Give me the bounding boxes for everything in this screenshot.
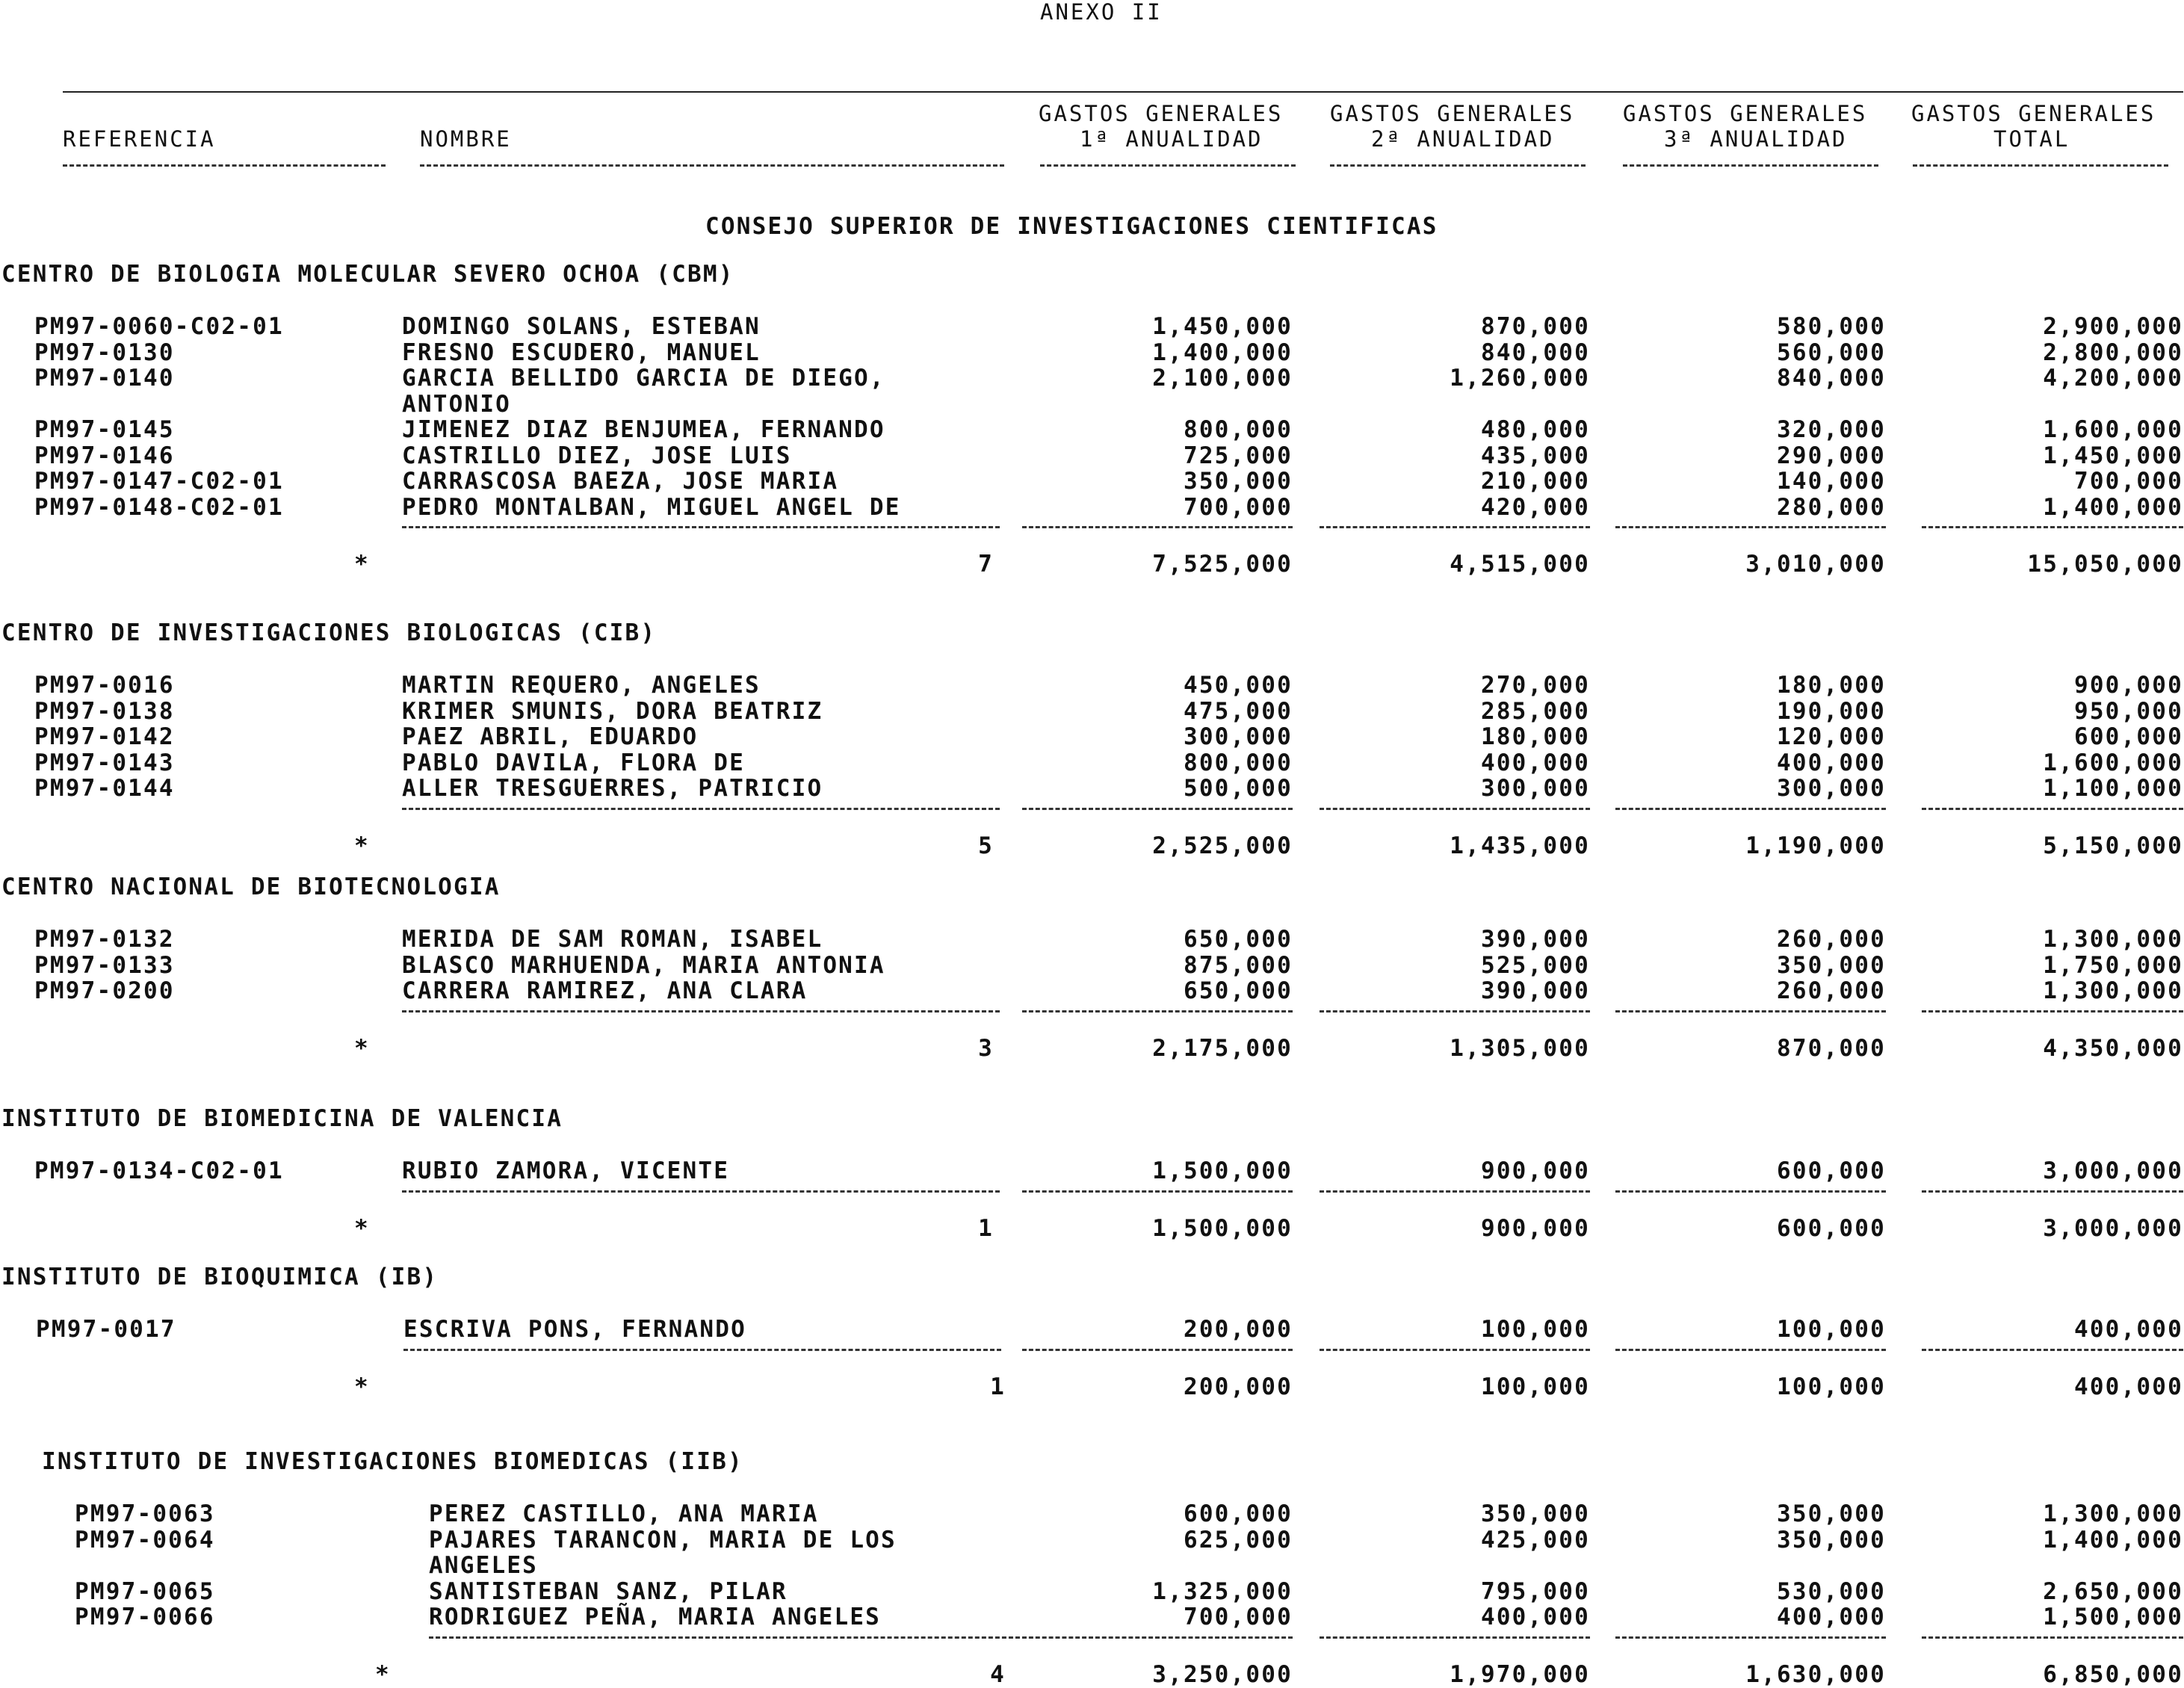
row-total: 400,000: [2073, 1316, 2183, 1343]
subtotal-rule-name: [402, 1190, 1000, 1193]
row-gastos-3: 350,000: [1776, 1500, 1886, 1527]
section-title: CENTRO NACIONAL DE BIOTECNOLOGIA: [1, 874, 501, 900]
row-gastos-3: 400,000: [1776, 749, 1886, 776]
row-reference: PM97-0065: [75, 1577, 215, 1605]
row-name: GARCIA BELLIDO GARCIA DE DIEGO,: [402, 365, 885, 392]
row-gastos-1: 450,000: [1183, 672, 1293, 699]
subtotal-rule-total: [1922, 808, 2183, 810]
row-gastos-3: 300,000: [1776, 775, 1886, 802]
row-gastos-3: 840,000: [1776, 365, 1886, 392]
row-reference: PM97-0017: [36, 1316, 176, 1343]
row-gastos-3: 350,000: [1776, 951, 1886, 979]
row-gastos-2: 100,000: [1480, 1316, 1590, 1343]
row-reference: PM97-0132: [34, 926, 175, 953]
row-total: 1,100,000: [2043, 775, 2183, 802]
row-gastos-1: 800,000: [1183, 416, 1293, 443]
subtotal-rule-total: [1922, 1636, 2183, 1639]
row-reference: PM97-0066: [75, 1604, 215, 1630]
row-name: PEREZ CASTILLO, ANA MARIA: [429, 1500, 819, 1527]
subtotal-rule-gastos-2: [1320, 1010, 1590, 1013]
column-header-nombre: NOMBRE: [420, 126, 512, 152]
row-reference: PM97-0142: [34, 723, 175, 750]
row-reference: PM97-0148-C02-01: [34, 493, 284, 521]
row-gastos-2: 400,000: [1480, 749, 1590, 776]
subtotal-total: 6,850,000: [2043, 1660, 2183, 1688]
column-header-gastos-2-line2: 2ª ANUALIDAD: [1371, 126, 1555, 152]
subtotal-rule-name: [402, 1010, 1000, 1013]
row-gastos-3: 560,000: [1776, 338, 1886, 366]
row-reference: PM97-0138: [34, 697, 175, 725]
row-total: 1,300,000: [2043, 977, 2183, 1004]
subtotal-rule-gastos-1: [1022, 808, 1293, 810]
subtotal-mark: *: [354, 551, 370, 578]
row-gastos-1: 1,325,000: [1152, 1577, 1293, 1605]
row-reference: PM97-0140: [34, 365, 175, 392]
row-name: FRESNO ESCUDERO, MANUEL: [402, 338, 761, 366]
row-reference: PM97-0147-C02-01: [34, 468, 284, 495]
subtotal-gastos-1: 1,500,000: [1152, 1214, 1293, 1242]
row-gastos-3: 580,000: [1776, 313, 1886, 340]
subtotal-gastos-2: 900,000: [1480, 1214, 1590, 1242]
row-gastos-1: 625,000: [1183, 1526, 1293, 1553]
subtotal-rule-gastos-3: [1615, 1636, 1886, 1639]
row-gastos-3: 400,000: [1776, 1604, 1886, 1630]
row-gastos-1: 2,100,000: [1152, 365, 1293, 392]
subtotal-rule-total: [1922, 1010, 2183, 1013]
subtotal-count: 3: [978, 1034, 994, 1062]
row-name: PAJARES TARANCON, MARIA DE LOS: [429, 1526, 897, 1553]
subtotal-gastos-3: 600,000: [1776, 1214, 1886, 1242]
subtotal-count: 5: [978, 832, 994, 859]
subtotal-mark: *: [354, 832, 370, 859]
row-total: 4,200,000: [2043, 365, 2183, 392]
subtotal-count: 1: [978, 1214, 994, 1242]
row-gastos-3: 120,000: [1776, 723, 1886, 750]
column-header-total-line1: GASTOS GENERALES: [1911, 101, 2156, 126]
subtotal-gastos-2: 4,515,000: [1450, 551, 1590, 578]
column-header-gastos-3-line2: 3ª ANUALIDAD: [1664, 126, 1848, 152]
row-gastos-1: 725,000: [1183, 442, 1293, 469]
row-gastos-2: 870,000: [1480, 313, 1590, 340]
row-total: 2,650,000: [2043, 1577, 2183, 1605]
row-name: JIMENEZ DIAZ BENJUMEA, FERNANDO: [402, 416, 885, 443]
row-gastos-3: 260,000: [1776, 926, 1886, 953]
row-reference: PM97-0146: [34, 442, 175, 469]
subtotal-rule-gastos-3: [1615, 526, 1886, 528]
subtotal-count: 7: [978, 551, 994, 578]
subtotal-gastos-1: 200,000: [1183, 1373, 1293, 1400]
row-gastos-1: 350,000: [1183, 468, 1293, 495]
subtotal-gastos-1: 3,250,000: [1152, 1660, 1293, 1688]
row-gastos-2: 900,000: [1480, 1157, 1590, 1184]
subtotal-rule-gastos-1: [1022, 526, 1293, 528]
subtotal-gastos-2: 100,000: [1480, 1373, 1590, 1400]
column-header-referencia: REFERENCIA: [63, 126, 216, 152]
row-reference: PM97-0134-C02-01: [34, 1157, 284, 1184]
header-underline-total: [1913, 164, 2168, 167]
section-title: INSTITUTO DE BIOQUIMICA (IB): [1, 1264, 439, 1290]
subtotal-rule-total: [1922, 1349, 2183, 1351]
row-total: 1,400,000: [2043, 1526, 2183, 1553]
row-total: 1,300,000: [2043, 1500, 2183, 1527]
row-gastos-3: 350,000: [1776, 1526, 1886, 1553]
row-gastos-3: 100,000: [1776, 1316, 1886, 1343]
row-name: MERIDA DE SAM ROMAN, ISABEL: [402, 926, 823, 953]
row-gastos-1: 1,500,000: [1152, 1157, 1293, 1184]
section-title: CENTRO DE INVESTIGACIONES BIOLOGICAS (CIB): [1, 619, 657, 646]
row-gastos-3: 530,000: [1776, 1577, 1886, 1605]
row-name: PABLO DAVILA, FLORA DE: [402, 749, 745, 776]
row-total: 2,800,000: [2043, 338, 2183, 366]
row-gastos-1: 700,000: [1183, 493, 1293, 521]
row-name: ALLER TRESGUERRES, PATRICIO: [402, 775, 823, 802]
subtotal-count: 1: [990, 1373, 1006, 1400]
subtotal-rule-name: [429, 1636, 1027, 1639]
row-gastos-2: 210,000: [1480, 468, 1590, 495]
row-reference: PM97-0064: [75, 1526, 215, 1553]
row-gastos-2: 1,260,000: [1450, 365, 1590, 392]
row-gastos-2: 480,000: [1480, 416, 1590, 443]
subtotal-mark: *: [354, 1034, 370, 1062]
subtotal-gastos-3: 1,190,000: [1745, 832, 1886, 859]
header-underline-gastos-2: [1330, 164, 1586, 167]
subtotal-rule-gastos-2: [1320, 1190, 1590, 1193]
section-title: CENTRO DE BIOLOGIA MOLECULAR SEVERO OCHOA (CBM): [1, 261, 734, 288]
row-total: 600,000: [2073, 723, 2183, 750]
subtotal-total: 400,000: [2073, 1373, 2183, 1400]
section-title: INSTITUTO DE INVESTIGACIONES BIOMEDICAS (IIB): [42, 1448, 743, 1475]
subtotal-rule-gastos-1: [1022, 1349, 1293, 1351]
row-gastos-2: 435,000: [1480, 442, 1590, 469]
subtotal-gastos-2: 1,970,000: [1450, 1660, 1590, 1688]
row-reference: PM97-0145: [34, 416, 175, 443]
subtotal-rule-name: [402, 526, 1000, 528]
subtotal-rule-total: [1922, 1190, 2183, 1193]
row-gastos-1: 600,000: [1183, 1500, 1293, 1527]
subtotal-rule-total: [1922, 526, 2183, 528]
subtotal-count: 4: [990, 1660, 1006, 1688]
row-name: KRIMER SMUNIS, DORA BEATRIZ: [402, 697, 823, 725]
row-gastos-2: 390,000: [1480, 977, 1590, 1004]
row-gastos-1: 875,000: [1183, 951, 1293, 979]
subtotal-rule-name: [402, 808, 1000, 810]
row-name: PEDRO MONTALBAN, MIGUEL ANGEL DE: [402, 493, 901, 521]
row-reference: PM97-0133: [34, 951, 175, 979]
row-reference: PM97-0200: [34, 977, 175, 1004]
row-gastos-1: 200,000: [1183, 1316, 1293, 1343]
header-underline-referencia: [63, 164, 386, 167]
row-gastos-1: 650,000: [1183, 977, 1293, 1004]
subtotal-rule-gastos-3: [1615, 1010, 1886, 1013]
row-name-continuation: ANGELES: [429, 1552, 539, 1579]
row-gastos-1: 475,000: [1183, 697, 1293, 725]
subtotal-rule-gastos-1: [1022, 1010, 1293, 1013]
row-gastos-2: 285,000: [1480, 697, 1590, 725]
column-header-total-line2: TOTAL: [1993, 126, 2070, 152]
row-name-continuation: ANTONIO: [402, 390, 512, 418]
row-gastos-1: 700,000: [1183, 1604, 1293, 1630]
row-gastos-2: 300,000: [1480, 775, 1590, 802]
subtotal-rule-gastos-2: [1320, 526, 1590, 528]
row-gastos-3: 140,000: [1776, 468, 1886, 495]
header-underline-gastos-1: [1040, 164, 1296, 167]
row-total: 1,450,000: [2043, 442, 2183, 469]
row-total: 700,000: [2073, 468, 2183, 495]
row-gastos-1: 300,000: [1183, 723, 1293, 750]
row-gastos-2: 420,000: [1480, 493, 1590, 521]
row-reference: PM97-0130: [34, 338, 175, 366]
subtotal-total: 4,350,000: [2043, 1034, 2183, 1062]
row-gastos-2: 795,000: [1480, 1577, 1590, 1605]
subtotal-gastos-3: 870,000: [1776, 1034, 1886, 1062]
row-name: SANTISTEBAN SANZ, PILAR: [429, 1577, 788, 1605]
subtotal-gastos-3: 3,010,000: [1745, 551, 1886, 578]
header-underline-gastos-3: [1623, 164, 1878, 167]
subtotal-rule-gastos-3: [1615, 1349, 1886, 1351]
column-header-gastos-2-line1: GASTOS GENERALES: [1330, 101, 1575, 126]
row-gastos-2: 525,000: [1480, 951, 1590, 979]
row-total: 3,000,000: [2043, 1157, 2183, 1184]
row-total: 1,500,000: [2043, 1604, 2183, 1630]
subtotal-mark: *: [354, 1373, 370, 1400]
row-gastos-3: 190,000: [1776, 697, 1886, 725]
subtotal-gastos-2: 1,305,000: [1450, 1034, 1590, 1062]
column-header-gastos-1-line2: 1ª ANUALIDAD: [1080, 126, 1263, 152]
row-reference: PM97-0063: [75, 1500, 215, 1527]
row-total: 900,000: [2073, 672, 2183, 699]
subtotal-mark: *: [375, 1660, 391, 1688]
subtotal-gastos-2: 1,435,000: [1450, 832, 1590, 859]
row-name: RUBIO ZAMORA, VICENTE: [402, 1157, 730, 1184]
row-name: MARTIN REQUERO, ANGELES: [402, 672, 761, 699]
column-header-gastos-3-line1: GASTOS GENERALES: [1623, 101, 1868, 126]
subtotal-rule-gastos-3: [1615, 808, 1886, 810]
subtotal-rule-name: [403, 1349, 1001, 1351]
subtotal-total: 5,150,000: [2043, 832, 2183, 859]
subtotal-rule-gastos-2: [1320, 1349, 1590, 1351]
row-name: ESCRIVA PONS, FERNANDO: [403, 1316, 746, 1343]
row-name: DOMINGO SOLANS, ESTEBAN: [402, 313, 761, 340]
row-gastos-3: 180,000: [1776, 672, 1886, 699]
row-name: PAEZ ABRIL, EDUARDO: [402, 723, 699, 750]
row-gastos-1: 500,000: [1183, 775, 1293, 802]
subtotal-mark: *: [354, 1214, 370, 1242]
subtotal-total: 15,050,000: [2027, 551, 2183, 578]
subtotal-gastos-1: 7,525,000: [1152, 551, 1293, 578]
row-reference: PM97-0060-C02-01: [34, 313, 284, 340]
row-gastos-2: 840,000: [1480, 338, 1590, 366]
row-reference: PM97-0144: [34, 775, 175, 802]
subtotal-rule-gastos-2: [1320, 1636, 1590, 1639]
subtotal-rule-gastos-3: [1615, 1190, 1886, 1193]
row-gastos-2: 400,000: [1480, 1604, 1590, 1630]
header-top-rule: [63, 91, 2183, 93]
subtotal-gastos-3: 1,630,000: [1745, 1660, 1886, 1688]
row-gastos-3: 280,000: [1776, 493, 1886, 521]
row-reference: PM97-0143: [34, 749, 175, 776]
row-gastos-1: 650,000: [1183, 926, 1293, 953]
section-title: INSTITUTO DE BIOMEDICINA DE VALENCIA: [1, 1105, 563, 1132]
subtotal-rule-gastos-1: [1022, 1636, 1293, 1639]
row-gastos-3: 600,000: [1776, 1157, 1886, 1184]
row-total: 1,300,000: [2043, 926, 2183, 953]
subtotal-total: 3,000,000: [2043, 1214, 2183, 1242]
subtotal-gastos-1: 2,175,000: [1152, 1034, 1293, 1062]
subtotal-rule-gastos-1: [1022, 1190, 1293, 1193]
row-name: BLASCO MARHUENDA, MARIA ANTONIA: [402, 951, 885, 979]
row-reference: PM97-0016: [34, 672, 175, 699]
row-gastos-1: 1,450,000: [1152, 313, 1293, 340]
row-name: CARRERA RAMIREZ, ANA CLARA: [402, 977, 808, 1004]
row-gastos-3: 290,000: [1776, 442, 1886, 469]
subtotal-rule-gastos-2: [1320, 808, 1590, 810]
header-underline-nombre: [420, 164, 1004, 167]
row-gastos-2: 350,000: [1480, 1500, 1590, 1527]
subtotal-gastos-3: 100,000: [1776, 1373, 1886, 1400]
row-total: 1,600,000: [2043, 749, 2183, 776]
row-total: 2,900,000: [2043, 313, 2183, 340]
organization-title: CONSEJO SUPERIOR DE INVESTIGACIONES CIENTIFICAS: [705, 213, 1438, 240]
row-gastos-1: 1,400,000: [1152, 338, 1293, 366]
subtotal-gastos-1: 2,525,000: [1152, 832, 1293, 859]
row-gastos-2: 270,000: [1480, 672, 1590, 699]
row-gastos-2: 425,000: [1480, 1526, 1590, 1553]
row-gastos-2: 180,000: [1480, 723, 1590, 750]
row-name: RODRIGUEZ PEÑA, MARIA ANGELES: [429, 1604, 882, 1630]
row-gastos-3: 260,000: [1776, 977, 1886, 1004]
column-header-gastos-1-line1: GASTOS GENERALES: [1039, 101, 1284, 126]
row-total: 1,400,000: [2043, 493, 2183, 521]
row-name: CASTRILLO DIEZ, JOSE LUIS: [402, 442, 792, 469]
page-title: ANEXO II: [1040, 0, 1163, 25]
row-gastos-1: 800,000: [1183, 749, 1293, 776]
row-total: 1,600,000: [2043, 416, 2183, 443]
row-gastos-2: 390,000: [1480, 926, 1590, 953]
row-total: 950,000: [2073, 697, 2183, 725]
row-total: 1,750,000: [2043, 951, 2183, 979]
row-name: CARRASCOSA BAEZA, JOSE MARIA: [402, 468, 839, 495]
row-gastos-3: 320,000: [1776, 416, 1886, 443]
